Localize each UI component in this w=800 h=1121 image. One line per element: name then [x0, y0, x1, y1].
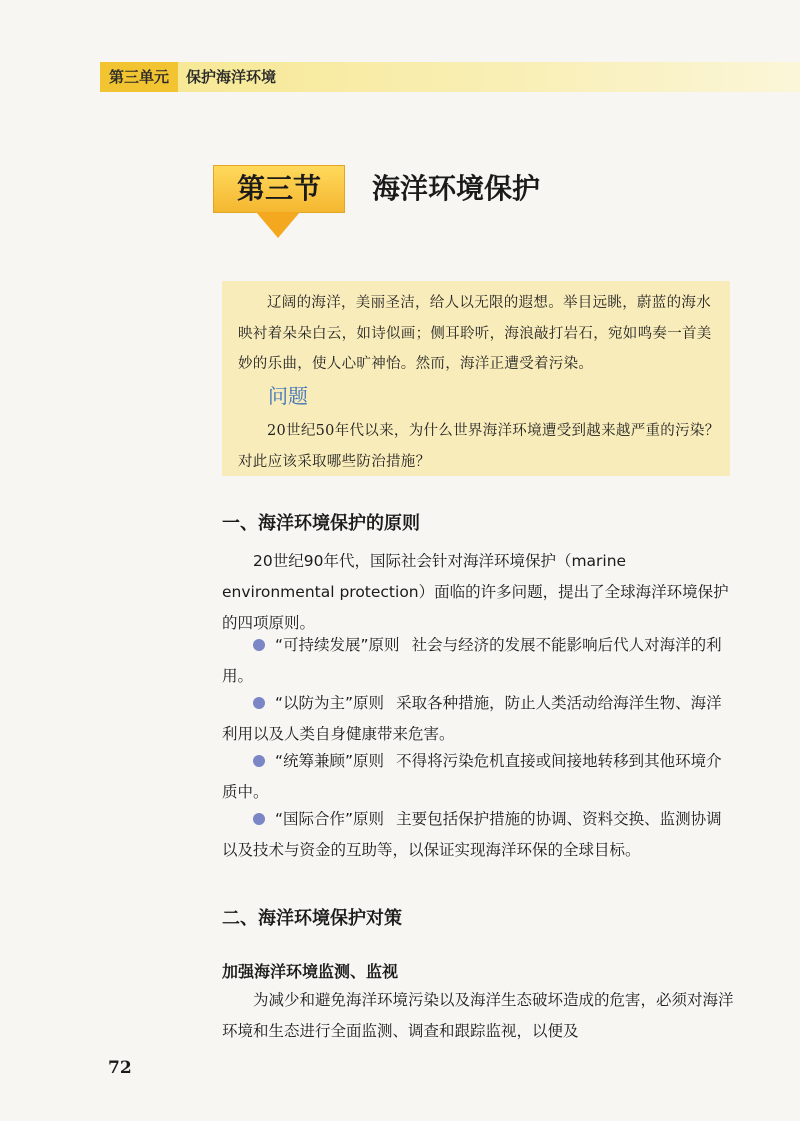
principle-item: [222, 688, 734, 750]
principle-item: [222, 746, 734, 808]
unit-title: 保护海洋环境: [186, 68, 277, 86]
page-number: 72: [108, 1058, 132, 1078]
principle-name: “统筹兼顾”原则: [275, 752, 385, 770]
principle-text: 采取各种措施，防止人类活动给海洋生物、海洋利用以及人类自身健康带来危害。: [222, 694, 722, 743]
section-title: 海洋环境保护: [372, 172, 541, 205]
principle-text: 不得将污染危机直接或间接地转移到其他环境介质中。: [222, 752, 722, 801]
principle-item: [222, 804, 734, 866]
part2-subheading: 加强海洋环境监测、监视: [222, 962, 399, 981]
part2-heading: 二、海洋环境保护对策: [222, 908, 402, 929]
bullet-dot-icon: [253, 639, 265, 651]
principle-text: 社会与经济的发展不能影响后代人对海洋的利用。: [222, 636, 722, 685]
part2-paragraph: 为减少和避免海洋环境污染以及海洋生态破坏造成的危害，必须对海洋环境和生态进行全面监测、调查和跟踪监视，以便及: [222, 991, 734, 1040]
principle-text: 主要包括保护措施的协调、资料交换、监测协调以及技术与资金的互助等，以保证实现海洋环保的全球目标。: [222, 810, 722, 859]
principle-item: [222, 630, 734, 692]
unit-label: 第三单元: [100, 62, 178, 92]
principle-name: “可持续发展”原则: [275, 636, 400, 654]
principle-name: “国际合作”原则: [275, 810, 385, 828]
principle-name: “以防为主”原则: [275, 694, 385, 712]
bullet-dot-icon: [253, 755, 265, 767]
question-text: 20世纪50年代以来，为什么世界海洋环境遭受到越来越严重的污染？对此应该采取哪些防治措施？: [238, 423, 720, 470]
part1-heading: 一、海洋环境保护的原则: [222, 513, 420, 534]
bullet-dot-icon: [253, 697, 265, 709]
part1-paragraph: 20世纪90年代，国际社会针对海洋环境保护（marine environmental protection）面临的许多问题，提出了全球海洋环境保护的四项原则。: [222, 552, 729, 632]
question-title: 问题: [268, 384, 308, 408]
section-badge: 第三节: [214, 166, 344, 212]
intro-text: 辽阔的海洋，美丽圣洁，给人以无限的遐想。举目远眺，蔚蓝的海水映衬着朵朵白云，如诗似画；侧耳聆听，海浪敲打岩石，宛如鸣奏一首美妙的乐曲，使人心旷神怡。然而，海洋正遭受着污染。: [238, 295, 712, 372]
bullet-dot-icon: [253, 813, 265, 825]
badge-arrow-icon: [256, 212, 300, 238]
